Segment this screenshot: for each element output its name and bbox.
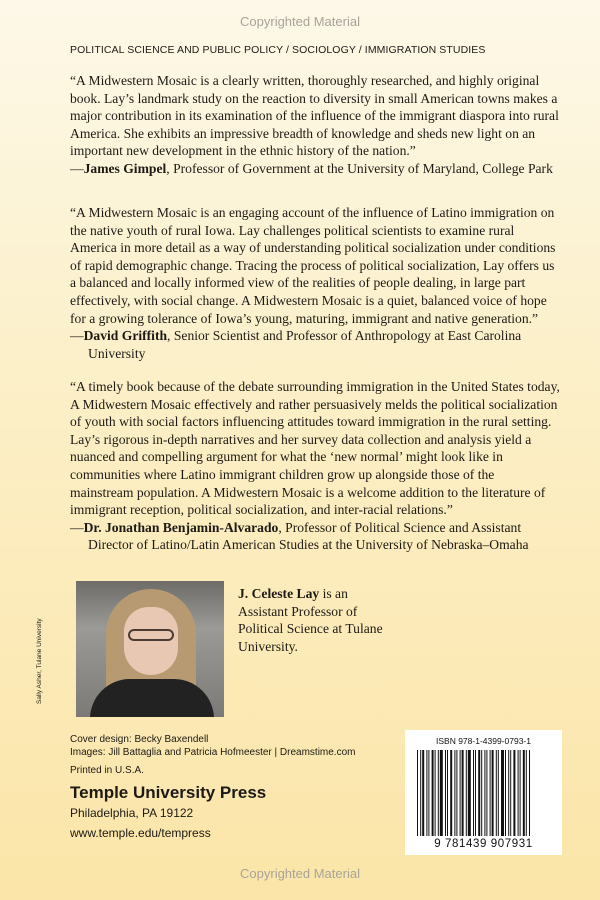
barcode-bar [445, 750, 446, 836]
author-bio-text: is an Assistant Professor of Political Science at Tulane University. [238, 586, 383, 654]
reviewer-name: James Gimpel [83, 160, 167, 176]
barcode-bar [456, 750, 457, 836]
publisher-website: www.temple.edu/tempress [70, 826, 211, 840]
barcode-bar [505, 750, 506, 836]
barcode-bar [475, 750, 476, 836]
barcode-bar [508, 750, 509, 836]
blurb-attribution [70, 160, 560, 178]
author-photo [76, 581, 224, 717]
barcode-bar [501, 750, 504, 836]
reviewer-affiliation: , Senior Scientist and Professor of Anthropology at East Carolina University [88, 328, 522, 361]
subject-categories: POLITICAL SCIENCE AND PUBLIC POLICY / SOCIOLOGY / IMMIGRATION STUDIES [70, 44, 486, 56]
barcode-bar [428, 750, 429, 836]
barcode-number: 9 781439 907931 [434, 838, 533, 850]
attribution-dash: — [70, 328, 84, 344]
barcode-bar [450, 750, 452, 836]
barcode-bar [510, 750, 511, 836]
barcode-bar [460, 750, 461, 836]
barcode-bar [490, 750, 491, 836]
barcode-bar [513, 750, 515, 836]
barcode-bar [468, 750, 471, 836]
publisher-name: Temple University Press [70, 783, 267, 802]
barcode-bar [492, 750, 494, 836]
barcode-bar [420, 750, 421, 836]
photo-credit: Sally Asher, Tulane University [36, 618, 43, 704]
blurb-text: “A timely book because of the debate surrounding immigration in the United States today, A Midwestern Mosaic effectively and rather persuasively melds the political socialization of youth with social factors influencing attitudes toward immigration in the rural setting. Lay’s rigorous in-depth narratives and her survey data collection and analysis yield a nuanced and compelling argument for what the ‘new normal’ might look like in communities where Latino immigrant children grow up alongside those of the mainstream population. A Midwestern Mosaic is a welcome addition to the literature of immigrant reception, political socialization, and inter-racial relations.” [70, 379, 560, 518]
barcode-bar [478, 750, 480, 836]
image-credit: Images: Jill Battaglia and Patricia Hofmeester | Dreamstime.com [70, 747, 356, 758]
barcode-bar [426, 750, 427, 836]
barcode-bar [435, 750, 436, 836]
reviewer-affiliation: , Professor of Political Science and Assistant Director of Latino/Latin American Studies at the University of Nebraska–Omaha [88, 519, 529, 553]
barcode-bar [417, 750, 418, 836]
isbn-barcode [405, 730, 562, 855]
barcode-bar [526, 750, 527, 836]
reviewer-name: Dr. Jonathan Benjamin-Alvarado [83, 519, 279, 535]
barcode-bar [529, 750, 530, 836]
reviewer-affiliation: , Professor of Government at the University of Maryland, College Park [166, 160, 553, 176]
barcode-bar [466, 750, 467, 836]
cover-credits [70, 733, 355, 759]
blurb-attribution [70, 327, 560, 362]
barcode-bar [462, 750, 464, 836]
blurb-attribution [70, 519, 560, 554]
barcode-bar [432, 750, 434, 836]
barcode-bar [484, 750, 485, 836]
author-name: J. Celeste Lay [238, 586, 320, 601]
blurb-text: “A Midwestern Mosaic is an engaging account of the influence of Latino immigration on the native youth of rural Iowa. Lay challenges political scientists to examine rural America in more detail as a way of understanding political socialization under conditions of rapid demographic change. Tracing the process of political socialization, Lay offers us a balanced and locally informed view of the realities of people dealing, in large part effectively, with social change. A Midwestern Mosaic is a quiet, balanced voice of hope for a growing tolerance of Iowa’s young, maturing, immigrant and native generation.” [70, 205, 556, 326]
author-bio [238, 585, 398, 655]
publisher-address: Philadelphia, PA 19122 [70, 806, 194, 820]
attribution-dash: — [70, 160, 84, 176]
barcode-bar [518, 750, 519, 836]
isbn-label: ISBN 978-1-4399-0793-1 [436, 736, 531, 746]
barcode-bar [520, 750, 521, 836]
publisher-block [70, 783, 266, 843]
barcode-bar [523, 750, 525, 836]
printed-in: Printed in U.S.A. [70, 765, 144, 776]
barcode-bar [447, 750, 448, 836]
barcode-bar [454, 750, 455, 836]
attribution-dash: — [70, 519, 84, 535]
barcode-bar [438, 750, 439, 836]
blurb-griffith [70, 204, 560, 362]
barcode-bar [498, 750, 499, 836]
barcode-bar [422, 750, 424, 836]
cover-design-credit: Cover design: Becky Baxendell [70, 734, 209, 745]
watermark-top: Copyrighted Material [240, 14, 360, 29]
watermark-bottom: Copyrighted Material [240, 866, 360, 881]
blurb-text: “A Midwestern Mosaic is a clearly written, thoroughly researched, and highly original book. Lay’s landmark study on the reaction to diversity in small American towns makes a major contribution in its examination of the influence of the immigrant diaspora into rural America. She exhibits an impressive breadth of knowledge and sheds new light on an important new development in the ethnic history of the nation.” [70, 73, 559, 159]
barcode-bar [481, 750, 482, 836]
blurb-gimpel [70, 72, 560, 178]
barcode-bar [486, 750, 487, 836]
barcode-bar [496, 750, 497, 836]
barcode-bars [415, 750, 555, 838]
barcode-bar [473, 750, 474, 836]
blurb-benjamin-alvarado [70, 378, 560, 554]
reviewer-name: David Griffith [83, 328, 168, 344]
barcode-bar [440, 750, 443, 836]
